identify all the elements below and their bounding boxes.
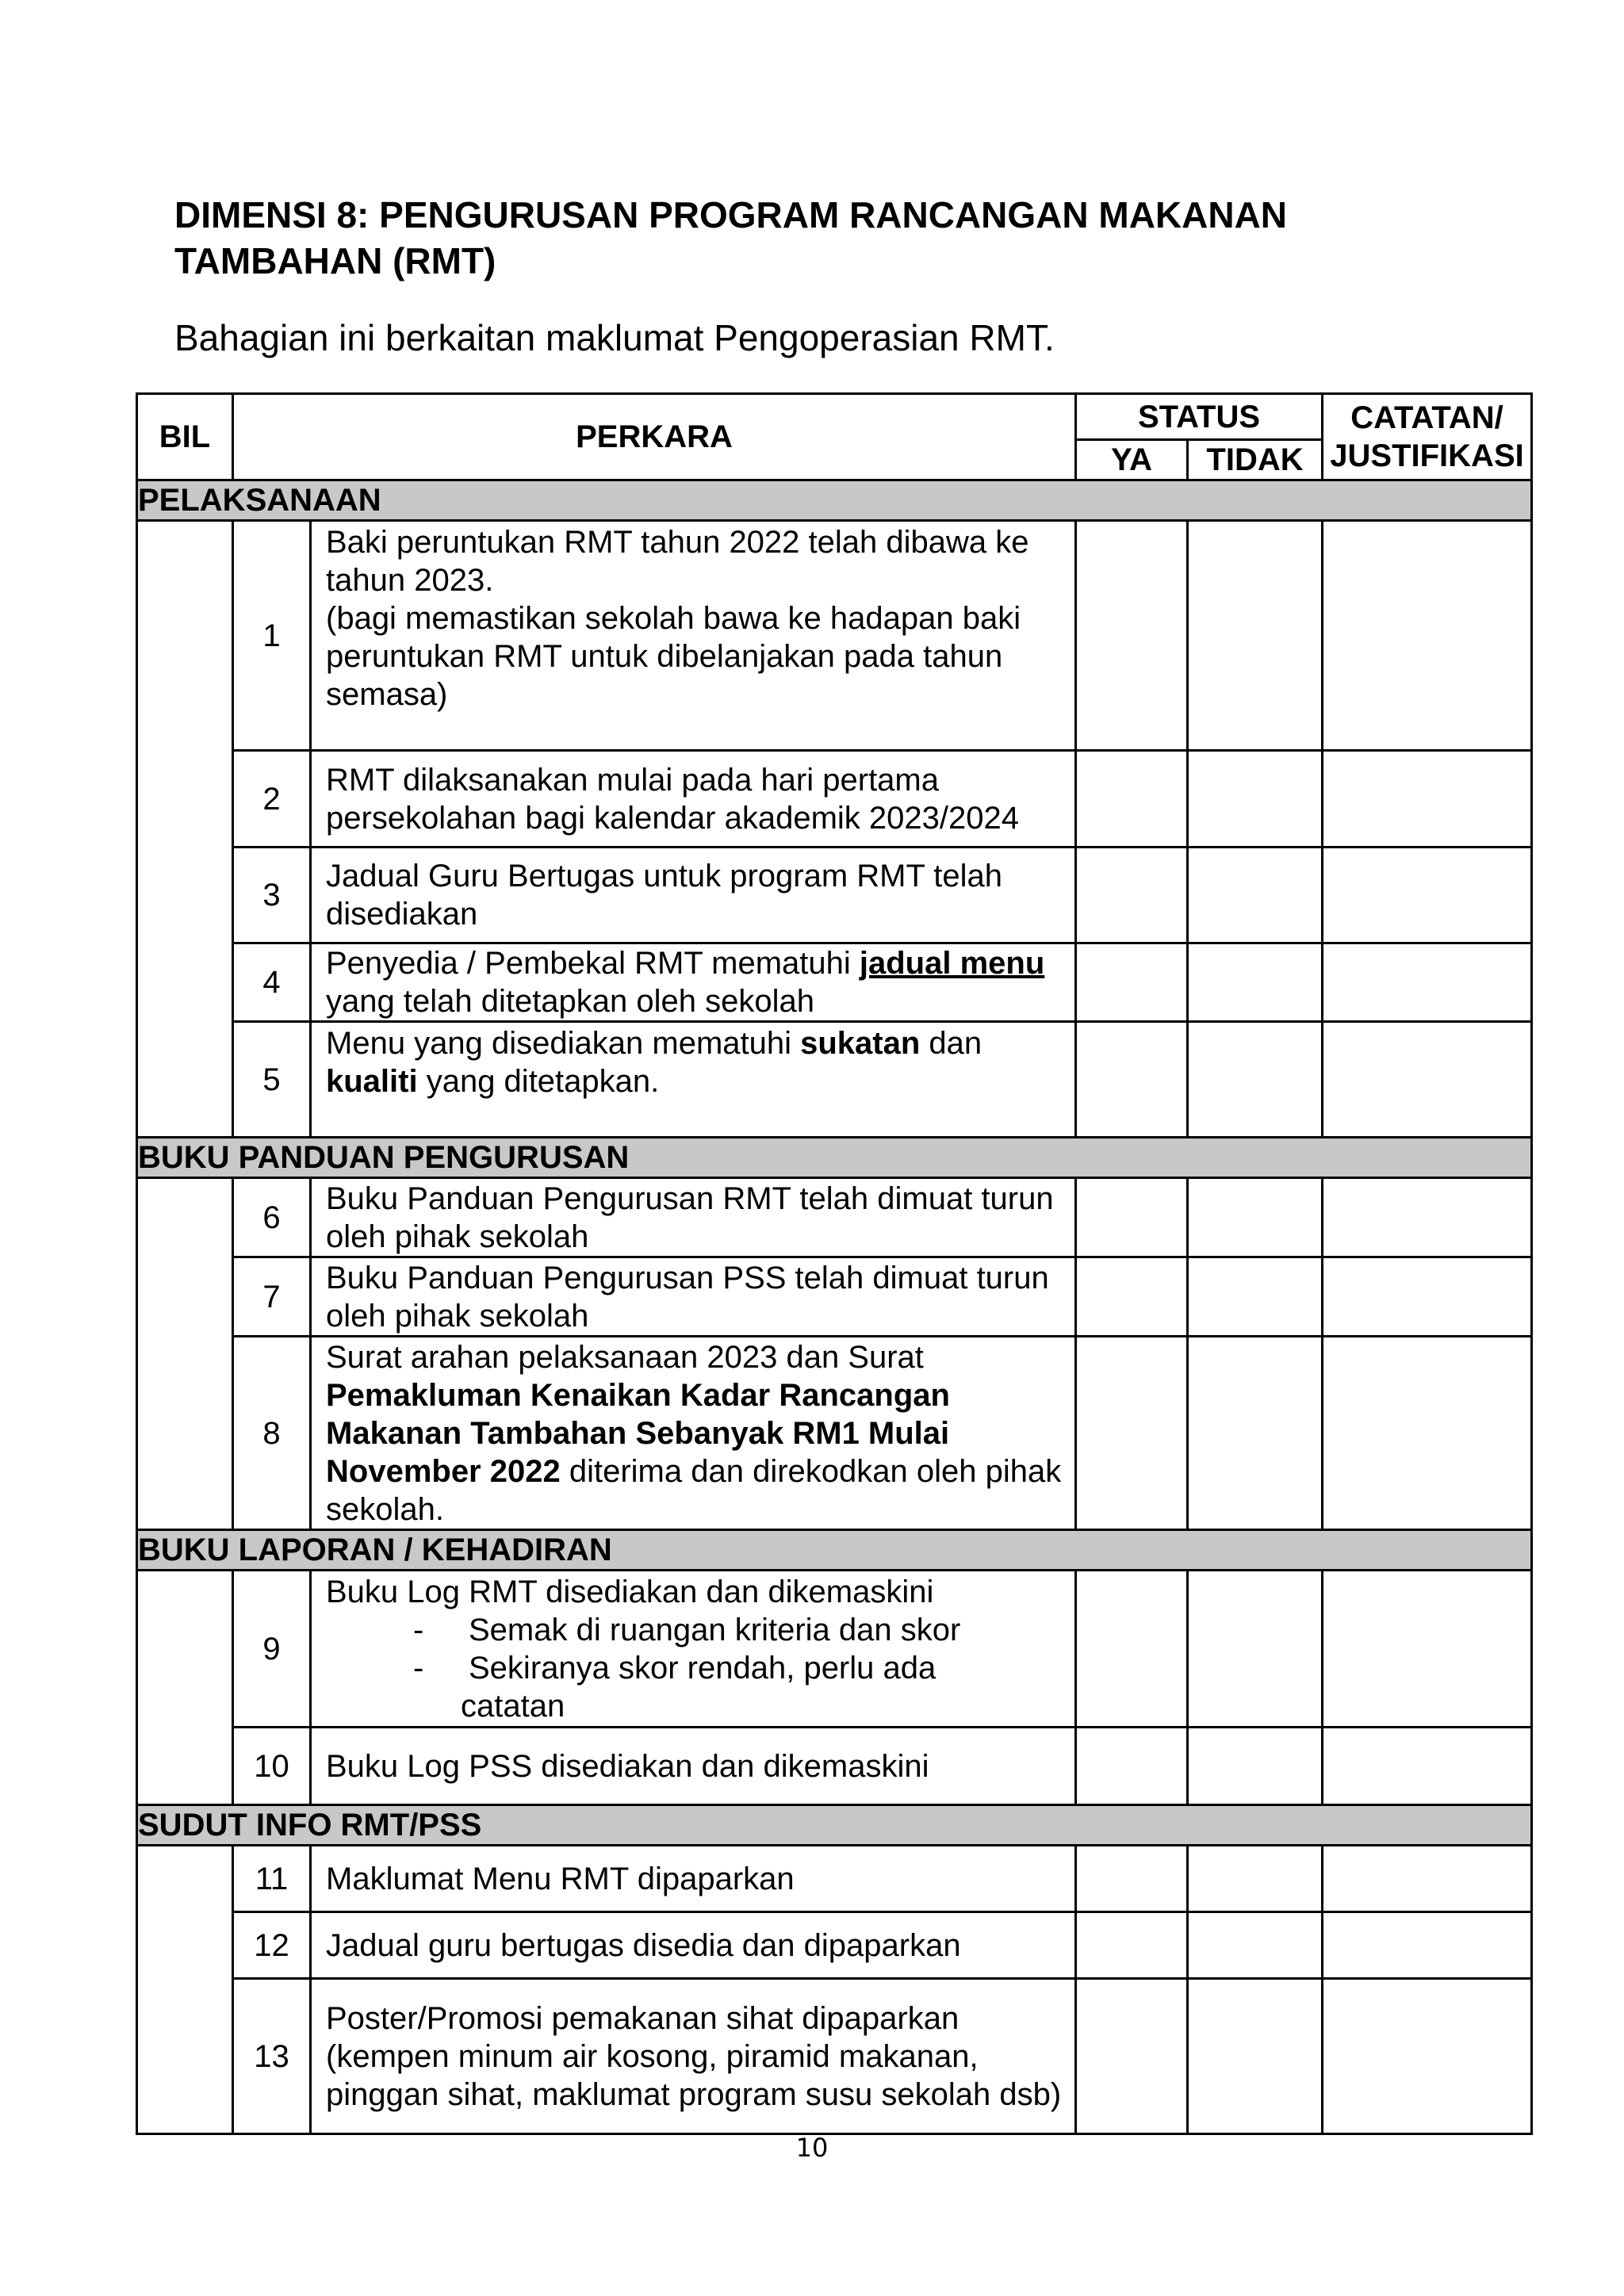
header-tidak: TIDAK [1188,440,1323,480]
page-number: 10 [795,2133,829,2163]
item-text: Buku Panduan Pengurusan RMT telah dimuat turun oleh pihak sekolah [311,1178,1076,1257]
table-row [137,1979,1532,2134]
table-row [137,1846,1532,1912]
ya-checkbox-cell[interactable] [1076,943,1188,1022]
section-buku-laporan: BUKU LAPORAN / KEHADIRAN [137,1530,1532,1571]
section-row [137,1805,1532,1846]
section-pelaksanaan: PELAKSANAAN [137,480,1532,521]
table-row [137,848,1532,943]
item-text: Surat arahan pelaksanaan 2023 dan Surat Pemakluman Kenaikan Kadar Rancangan Makanan Tambahan Sebanyak RM1 Mulai November 2022 diterima dan direkodkan oleh pihak sekolah. [311,1337,1076,1530]
section-buku-panduan: BUKU PANDUAN PENGURUSAN [137,1138,1532,1178]
item-number: 2 [233,751,311,848]
section-sudut-info: SUDUT INFO RMT/PSS [137,1805,1532,1846]
header-catatan: CATATAN/ JUSTIFIKASI [1323,394,1532,480]
table-row [137,751,1532,848]
item-text: Maklumat Menu RMT dipaparkan [311,1846,1076,1912]
item-number: 6 [233,1178,311,1257]
tidak-checkbox-cell[interactable] [1188,1178,1323,1257]
tidak-checkbox-cell[interactable] [1188,848,1323,943]
ya-checkbox-cell[interactable] [1076,1846,1188,1912]
catatan-cell[interactable] [1323,1979,1532,2134]
catatan-cell[interactable] [1323,1571,1532,1728]
catatan-cell[interactable] [1323,1257,1532,1337]
header-perkara: PERKARA [233,394,1076,480]
item-text: Buku Panduan Pengurusan PSS telah dimuat turun oleh pihak sekolah [311,1257,1076,1337]
tidak-checkbox-cell[interactable] [1188,1912,1323,1979]
bil-cell-empty [137,1571,233,1805]
tidak-checkbox-cell[interactable] [1188,1846,1323,1912]
item-number: 3 [233,848,311,943]
table-row [137,1728,1532,1805]
ya-checkbox-cell[interactable] [1076,1912,1188,1979]
catatan-cell[interactable] [1323,1728,1532,1805]
ya-checkbox-cell[interactable] [1076,1257,1188,1337]
section-row [137,1138,1532,1178]
item-number: 1 [233,521,311,751]
item-number: 13 [233,1979,311,2134]
ya-checkbox-cell[interactable] [1076,848,1188,943]
ya-checkbox-cell[interactable] [1076,1022,1188,1138]
item-number: 12 [233,1912,311,1979]
table-row [137,1571,1532,1728]
tidak-checkbox-cell[interactable] [1188,1979,1323,2134]
section-row [137,1530,1532,1571]
catatan-cell[interactable] [1323,848,1532,943]
tidak-checkbox-cell[interactable] [1188,1257,1323,1337]
dimension-title: DIMENSI 8: PENGURUSAN PROGRAM RANCANGAN MAKANAN TAMBAHAN (RMT) [174,194,1288,281]
catatan-cell[interactable] [1323,943,1532,1022]
table-row [137,521,1532,751]
catatan-cell[interactable] [1323,1022,1532,1138]
rmt-checklist-table [136,392,1533,2135]
tidak-checkbox-cell[interactable] [1188,751,1323,848]
item-text: Jadual guru bertugas disedia dan dipaparkan [311,1912,1076,1979]
table-row [137,943,1532,1022]
item-number: 7 [233,1257,311,1337]
section-row [137,480,1532,521]
bil-cell-empty [137,1846,233,2134]
catatan-cell[interactable] [1323,1846,1532,1912]
item-text: Buku Log PSS disediakan dan dikemaskini [311,1728,1076,1805]
item-text: Menu yang disediakan mematuhi sukatan dan kualiti yang ditetapkan. [311,1022,1076,1138]
bil-cell-empty [137,521,233,1138]
table-row [137,1178,1532,1257]
item-text: RMT dilaksanakan mulai pada hari pertama persekolahan bagi kalendar akademik 2023/2024 [311,751,1076,848]
table-row [137,1022,1532,1138]
catatan-cell[interactable] [1323,1337,1532,1530]
item-number: 11 [233,1846,311,1912]
item-number: 9 [233,1571,311,1728]
table-row [137,1257,1532,1337]
item-number: 8 [233,1337,311,1530]
tidak-checkbox-cell[interactable] [1188,1728,1323,1805]
table-row [137,1337,1532,1530]
ya-checkbox-cell[interactable] [1076,1571,1188,1728]
tidak-checkbox-cell[interactable] [1188,1337,1323,1530]
table-row [137,1912,1532,1979]
item-number: 10 [233,1728,311,1805]
tidak-checkbox-cell[interactable] [1188,1022,1323,1138]
catatan-cell[interactable] [1323,1178,1532,1257]
item-text: Jadual Guru Bertugas untuk program RMT telah disediakan [311,848,1076,943]
item-text: Buku Log RMT disediakan dan dikemaskini - Semak di ruangan kriteria dan skor - Sekiranya skor rendah, perlu ada catatan [311,1571,1076,1728]
ya-checkbox-cell[interactable] [1076,521,1188,751]
item-text: Penyedia / Pembekal RMT mematuhi jadual menu yang telah ditetapkan oleh sekolah [311,943,1076,1022]
header-bil: BIL [137,394,233,480]
ya-checkbox-cell[interactable] [1076,1979,1188,2134]
item-text: Poster/Promosi pemakanan sihat dipaparkan (kempen minum air kosong, piramid makanan, pinggan sihat, maklumat program susu sekolah dsb) [311,1979,1076,2134]
item-text: Baki peruntukan RMT tahun 2022 telah dibawa ke tahun 2023. (bagi memastikan sekolah bawa ke hadapan baki peruntukan RMT untuk dibelanjakan pada tahun semasa) [311,521,1076,751]
tidak-checkbox-cell[interactable] [1188,521,1323,751]
catatan-cell[interactable] [1323,521,1532,751]
header-ya: YA [1076,440,1188,480]
section-description: Bahagian ini berkaitan maklumat Pengoperasian RMT. [174,317,1055,358]
item-number: 4 [233,943,311,1022]
tidak-checkbox-cell[interactable] [1188,1571,1323,1728]
bil-cell-empty [137,1178,233,1530]
ya-checkbox-cell[interactable] [1076,1337,1188,1530]
ya-checkbox-cell[interactable] [1076,751,1188,848]
ya-checkbox-cell[interactable] [1076,1178,1188,1257]
catatan-cell[interactable] [1323,1912,1532,1979]
item-number: 5 [233,1022,311,1138]
table-header-row-1 [137,394,1532,440]
ya-checkbox-cell[interactable] [1076,1728,1188,1805]
tidak-checkbox-cell[interactable] [1188,943,1323,1022]
header-status: STATUS [1076,394,1323,440]
catatan-cell[interactable] [1323,751,1532,848]
